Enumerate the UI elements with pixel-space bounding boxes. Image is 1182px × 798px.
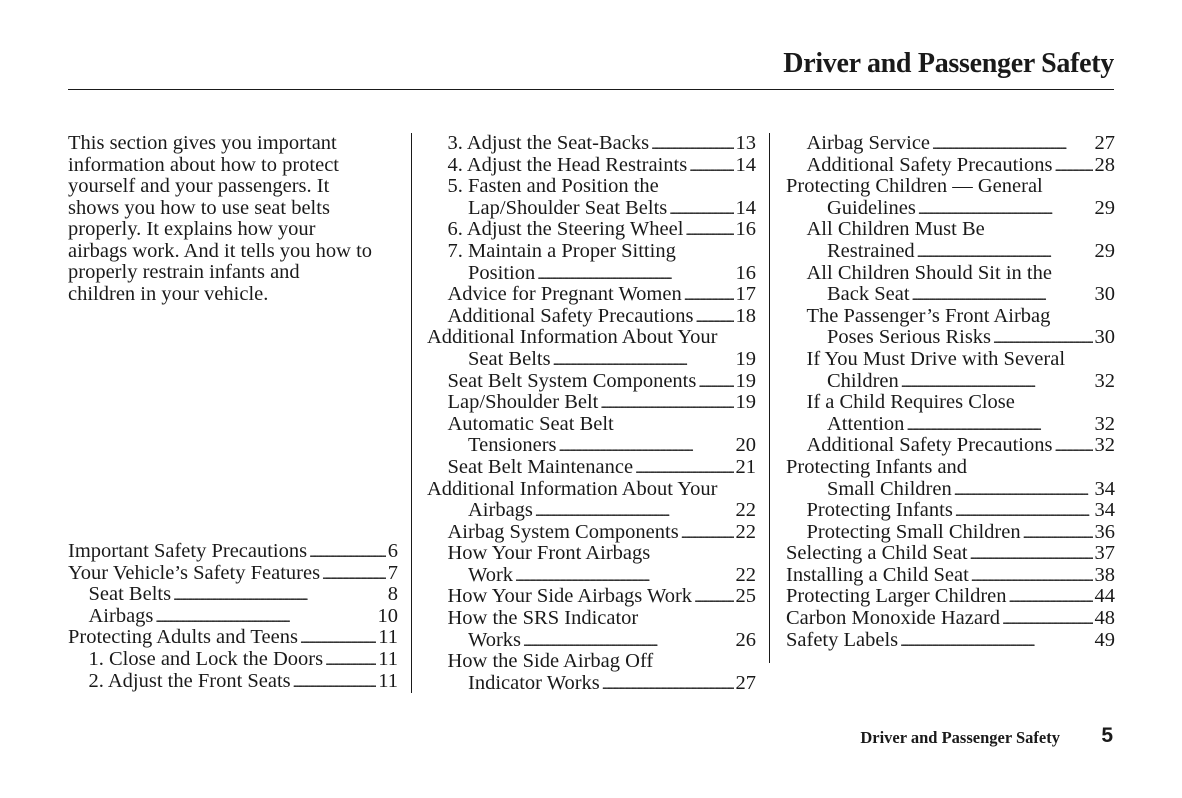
toc-entry-title: Advice for Pregnant Women (447, 283, 682, 306)
toc-entry-title: Poses Serious Risks (827, 326, 992, 349)
toc-entry-title: Protecting Infants and (786, 455, 968, 478)
toc-entry-title: 3. Adjust the Seat-Backs (447, 132, 650, 154)
toc-entry (427, 651, 756, 673)
toc-entry (786, 630, 1115, 652)
toc-entry (68, 563, 398, 585)
toc-entry-page: 6 (387, 540, 398, 562)
dot-leader (325, 649, 376, 673)
column-divider (411, 133, 412, 693)
toc-entry-title: Airbags (88, 604, 154, 627)
toc-entry-page: 22 (735, 563, 756, 586)
toc-entry-title: How the Side Airbag Off (447, 650, 654, 673)
toc-entry-page: 8 (387, 583, 398, 606)
toc-entry (786, 543, 1115, 565)
toc-entry-page: 32 (1094, 369, 1115, 392)
toc-entry (68, 649, 398, 671)
toc-entry (786, 133, 1115, 155)
toc-entry-title: Seat Belts (468, 347, 551, 370)
toc-entry-title: Seat Belt Maintenance (447, 455, 634, 478)
toc-entry-title: Airbag Service (806, 132, 931, 154)
toc-entry-page: 29 (1094, 196, 1115, 219)
intro-line: This section gives you important (68, 132, 337, 154)
toc-entry-page: 49 (1094, 628, 1115, 651)
toc-entry-title: Carbon Monoxide Hazard (786, 607, 1001, 630)
toc-entry-page: 29 (1094, 239, 1115, 262)
toc-entry-page: 26 (735, 628, 756, 651)
toc-entry-title: If a Child Requires Close (806, 391, 1015, 414)
toc-entry-title: Additional Information About Your (427, 477, 718, 500)
intro-paragraph (68, 133, 398, 305)
page-title: Driver and Passenger Safety (783, 48, 1114, 79)
toc-entry-title: How Your Front Airbags (447, 542, 651, 565)
toc-entry-title: Protecting Infants (806, 499, 953, 522)
toc-column-1 (68, 541, 398, 692)
toc-entry (427, 543, 756, 565)
toc-column-2 (427, 133, 756, 694)
toc-entry-title: Attention (827, 412, 905, 435)
toc-entry-title: Lap/Shoulder Seat Belts (468, 196, 668, 219)
toc-entry-title: Restrained (827, 239, 915, 262)
toc-entry (427, 414, 756, 436)
toc-entry-title: Tensioners (468, 434, 557, 457)
toc-entry-title: Important Safety Precautions (68, 540, 308, 562)
toc-entry (786, 435, 1115, 457)
toc-entry (786, 263, 1115, 285)
toc-entry-page: 14 (735, 196, 756, 219)
toc-entry (427, 522, 756, 544)
toc-entry-title: 5. Fasten and Position the (447, 175, 659, 198)
toc-entry (427, 673, 756, 695)
intro-line: yourself and your passengers. It (68, 175, 330, 197)
toc-entry-page: 21 (735, 455, 756, 478)
dot-leader (1023, 522, 1093, 546)
toc-entry (427, 630, 756, 652)
toc-entry-title: If You Must Drive with Several (806, 347, 1066, 370)
toc-entry (427, 565, 756, 587)
dot-leader (1002, 608, 1092, 632)
toc-entry (786, 198, 1115, 220)
toc-entry-title: Guidelines (827, 196, 916, 219)
toc-entry (427, 241, 756, 263)
toc-entry (786, 371, 1115, 393)
toc-entry-page: 19 (735, 369, 756, 392)
toc-entry-title: Your Vehicle’s Safety Features (68, 561, 321, 584)
toc-entry (427, 457, 756, 479)
footer-section-title: Driver and Passenger Safety (860, 728, 1060, 747)
toc-entry (427, 349, 756, 371)
toc-entry-title: Seat Belts (88, 583, 172, 606)
toc-entry (427, 176, 756, 198)
dot-leader (694, 586, 733, 610)
toc-entry (786, 500, 1115, 522)
toc-entry-page: 32 (1094, 412, 1115, 435)
toc-entry (427, 219, 756, 241)
dot-leader (698, 371, 733, 395)
toc-entry-title: Protecting Adults and Teens (68, 626, 298, 649)
toc-entry-title: Works (468, 628, 522, 651)
intro-line: airbags work. And it tells you how to (68, 239, 373, 262)
toc-entry-page: 28 (1094, 153, 1115, 176)
toc-entry-title: How the SRS Indicator (447, 607, 639, 630)
toc-entry-page: 48 (1094, 607, 1115, 630)
dot-leader (685, 219, 733, 243)
toc-entry-page: 22 (735, 499, 756, 522)
toc-entry-title: Airbag System Components (447, 520, 679, 543)
toc-entry-title: Position (468, 261, 536, 284)
toc-entry (786, 392, 1115, 414)
toc-entry (786, 327, 1115, 349)
toc-entry-title: Protecting Children — General (786, 175, 1043, 198)
toc-entry-title: 7. Maintain a Proper Sitting (447, 239, 676, 262)
toc-entry-page: 11 (378, 669, 398, 692)
toc-entry-title: Seat Belt System Components (447, 369, 697, 392)
toc-entry-page: 11 (378, 626, 398, 649)
toc-entry (427, 306, 756, 328)
toc-entry-page: 7 (387, 561, 398, 584)
toc-entry (427, 155, 756, 177)
toc-entry-page: 19 (735, 347, 756, 370)
dot-leader (602, 673, 734, 697)
toc-entry (427, 392, 756, 414)
toc-entry-title: Additional Safety Precautions (806, 153, 1053, 176)
dot-leader (293, 671, 377, 695)
toc-entry-title: Additional Safety Precautions (806, 434, 1053, 457)
toc-entry (427, 435, 756, 457)
toc-entry-title: Lap/Shoulder Belt (447, 391, 599, 414)
intro-line: shows you how to use seat belts (68, 196, 330, 219)
toc-entry (68, 584, 398, 606)
toc-entry-page: 38 (1094, 563, 1115, 586)
toc-entry-page: 36 (1094, 520, 1115, 543)
toc-entry-page: 18 (735, 304, 756, 327)
toc-entry (786, 414, 1115, 436)
toc-entry (786, 349, 1115, 371)
toc-entry-page: 27 (735, 671, 756, 694)
toc-entry-title: Airbags (468, 499, 533, 522)
toc-entry-title: Additional Safety Precautions (447, 304, 694, 327)
toc-entry (786, 155, 1115, 177)
toc-entry-page: 19 (735, 391, 756, 414)
toc-entry-title: Safety Labels (786, 628, 899, 651)
dot-leader (309, 541, 386, 565)
dot-leader (1009, 586, 1093, 610)
toc-entry-page: 34 (1094, 499, 1115, 522)
toc-entry (786, 241, 1115, 263)
toc-entry-title: Protecting Small Children (806, 520, 1021, 543)
toc-entry (68, 627, 398, 649)
page-number: 5 (1101, 724, 1113, 747)
toc-entry-title: Selecting a Child Seat (786, 542, 968, 565)
toc-entry-page: 20 (735, 434, 756, 457)
toc-entry-page: 30 (1094, 283, 1115, 306)
toc-entry-page: 10 (377, 604, 398, 627)
toc-entry (427, 327, 756, 349)
intro-line: information about how to protect (68, 153, 339, 176)
toc-entry (427, 500, 756, 522)
intro-line: properly. It explains how your (68, 218, 316, 240)
toc-entry-page: 44 (1094, 585, 1115, 608)
toc-entry-title: Installing a Child Seat (786, 563, 969, 586)
header-rule (68, 89, 1114, 90)
toc-entry (68, 606, 398, 628)
toc-entry (68, 671, 398, 693)
toc-entry (786, 219, 1115, 241)
toc-entry-page: 17 (735, 283, 756, 306)
toc-entry (786, 565, 1115, 587)
toc-entry-page: 32 (1094, 434, 1115, 457)
toc-entry-page: 37 (1094, 542, 1115, 565)
toc-entry (427, 586, 756, 608)
toc-entry-page: 13 (735, 132, 756, 154)
toc-entry (427, 371, 756, 393)
toc-entry-title: How Your Side Airbags Work (447, 585, 693, 608)
dot-leader (600, 392, 733, 416)
toc-entry (427, 608, 756, 630)
toc-entry-title: All Children Must Be (806, 218, 985, 241)
toc-entry (786, 479, 1115, 501)
toc-entry-page: 16 (735, 261, 756, 284)
dot-leader (900, 630, 1092, 654)
toc-entry (427, 479, 756, 501)
intro-line: properly restrain infants and (68, 261, 300, 283)
toc-entry-title: 6. Adjust the Steering Wheel (447, 218, 684, 241)
dot-leader (553, 349, 734, 373)
intro-line: children in your vehicle. (68, 282, 269, 305)
toc-entry-title: Additional Information About Your (427, 326, 718, 349)
toc-entry-page: 11 (378, 647, 398, 670)
toc-entry-title: The Passenger’s Front Airbag (806, 304, 1051, 327)
dot-leader (173, 584, 386, 608)
dot-leader (1054, 435, 1092, 459)
toc-entry (786, 522, 1115, 544)
toc-entry (786, 608, 1115, 630)
dot-leader (322, 563, 386, 587)
toc-entry-title: 4. Adjust the Head Restraints (447, 153, 688, 176)
column-divider (769, 133, 770, 663)
toc-entry-page: 27 (1094, 132, 1115, 154)
toc-entry (786, 176, 1115, 198)
toc-entry-title: Work (468, 563, 514, 586)
toc-entry-page: 22 (735, 520, 756, 543)
toc-entry-title: Children (827, 369, 899, 392)
toc-entry-title: Small Children (827, 477, 952, 500)
toc-entry (786, 306, 1115, 328)
toc-entry (786, 284, 1115, 306)
toc-entry-title: 2. Adjust the Front Seats (88, 669, 291, 692)
toc-entry-title: Back Seat (827, 283, 910, 306)
toc-entry (427, 133, 756, 155)
toc-entry-page: 34 (1094, 477, 1115, 500)
toc-entry (786, 586, 1115, 608)
toc-entry-title: Protecting Larger Children (786, 585, 1007, 608)
toc-entry (427, 198, 756, 220)
toc-entry-title: All Children Should Sit in the (806, 261, 1052, 284)
dot-leader (635, 457, 733, 481)
toc-entry-page: 30 (1094, 326, 1115, 349)
toc-entry-page: 16 (735, 218, 756, 241)
toc-entry (68, 541, 398, 563)
dot-leader (970, 543, 1093, 567)
toc-entry (427, 263, 756, 285)
dot-leader (681, 522, 734, 546)
toc-entry-title: Automatic Seat Belt (447, 412, 614, 435)
dot-leader (954, 479, 1093, 503)
toc-entry-title: 1. Close and Lock the Doors (88, 647, 324, 670)
toc-entry (786, 457, 1115, 479)
dot-leader (1054, 155, 1092, 179)
toc-column-3 (786, 133, 1115, 651)
toc-entry-title: Indicator Works (468, 671, 600, 694)
toc-entry (427, 284, 756, 306)
toc-entry-page: 25 (735, 585, 756, 608)
toc-entry-page: 14 (735, 153, 756, 176)
dot-leader (689, 155, 733, 179)
